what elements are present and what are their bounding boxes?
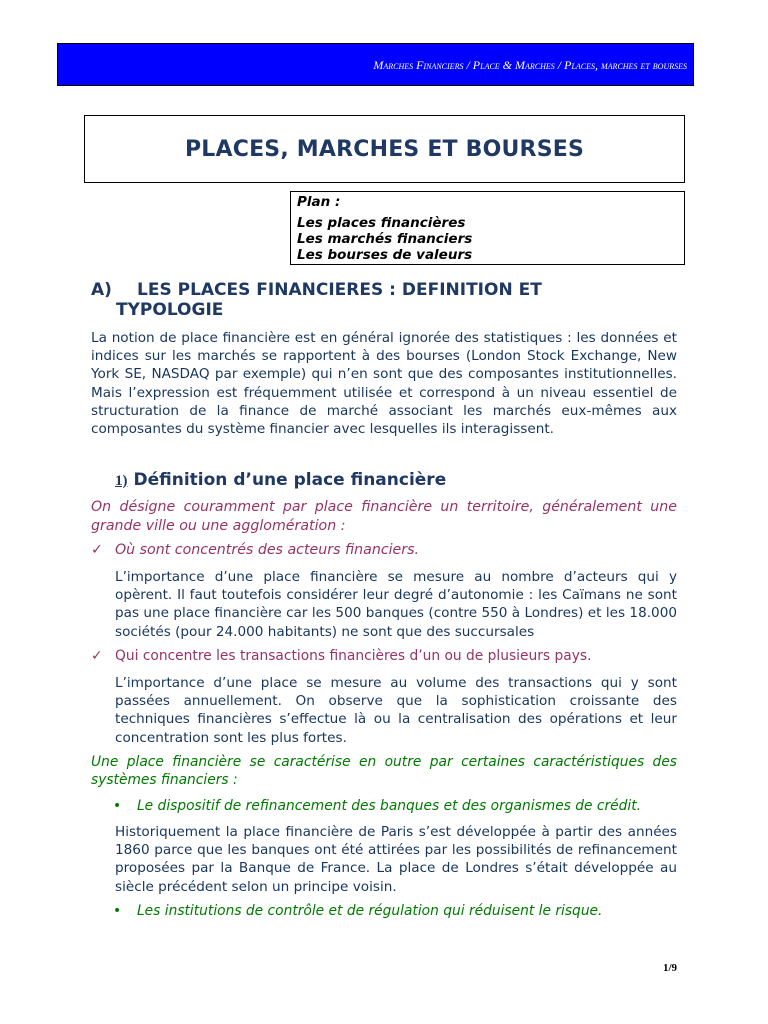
header-breadcrumb: Marches Financiers / Place & Marches / Places, marches et bourses [373, 58, 687, 72]
plan-item: Les places financières [297, 215, 466, 231]
header-band [57, 43, 694, 86]
title-box [84, 115, 685, 183]
page-title: PLACES, MARCHES ET BOURSES [184, 136, 585, 162]
paragraph: L’importance d’une place financière se mesure au nombre d’acteurs qui y opèrent. Il faut toutefois considérer leur degré d’autonomie : les Caïmans ne sont pas une place financière car les 500 banques (contre 550 à Londres) et les 18.000 sociétés (pour 24.000 habitants) ne sont que des succursales [115, 569, 677, 640]
paragraph: L’importance d’une place se mesure au volume des transactions qui y sont passées annuellement. On observe que la sophistication croissante des techniques financières s’effectue là ou la centralisation des opérations et leur concentration sont les plus fortes. [115, 675, 677, 746]
check-item [91, 648, 591, 664]
plan-item: Les bourses de valeurs [297, 247, 473, 263]
check-item [91, 542, 419, 558]
characteristics-intro: Une place financière se caractérise en outre par certaines caractéristiques des systèmes financiers : [91, 754, 677, 789]
plan-box [290, 191, 685, 265]
bullet-item [113, 903, 602, 919]
plan-item: Les marchés financiers [297, 231, 473, 247]
section-a-number: A) [91, 280, 112, 300]
check-item-text: Où sont concentrés des acteurs financiers. [115, 542, 420, 558]
plan-label: Plan : [297, 194, 341, 210]
paragraph: Historiquement la place financière de Paris s’est développée à partir des années 1860 parce que les banques ont été attirées par les possibilités de refinancement proposées par la Banque de France. La place de Londres s’était développée au siècle précédent selon un principe voisin. [115, 824, 677, 895]
bullet-item-text: Le dispositif de refinancement des banques et des organismes de crédit. [137, 798, 642, 814]
bullet-icon: • [113, 903, 122, 919]
check-item-text: Qui concentre les transactions financières d’un ou de plusieurs pays. [115, 648, 592, 664]
subsection-1-heading [115, 470, 446, 490]
check-icon: ✓ [91, 542, 103, 558]
check-icon: ✓ [91, 648, 103, 664]
bullet-item [113, 798, 641, 814]
subsection-1-title: Définition d’une place financière [133, 470, 447, 490]
section-a-title-line1: LES PLACES FINANCIERES : DEFINITION ET [137, 280, 542, 300]
bullet-icon: • [113, 798, 122, 814]
subsection-1-intro: On désigne couramment par place financière un territoire, généralement une grande ville ou une agglomération : [91, 499, 677, 534]
page-number: 1/9 [662, 962, 677, 974]
section-a-paragraph: La notion de place financière est en général ignorée des statistiques : les données et indices sur les marchés se rapportent à des bourses (London Stock Exchange, New York SE, NASDAQ par exemple) qui n’en sont que des composantes institutionnelles. Mais l’expression est fréquemment utilisée et correspond à un niveau essentiel de structuration de la finance de marché associant les marchés eux-mêmes aux composantes du système financier avec lesquelles ils interagissent. [91, 330, 677, 438]
section-a-heading [91, 280, 681, 320]
section-a-title-line2: TYPOLOGIE [116, 300, 224, 320]
bullet-item-text: Les institutions de contrôle et de régulation qui réduisent le risque. [137, 903, 603, 919]
subsection-1-number: 1) [115, 473, 128, 489]
